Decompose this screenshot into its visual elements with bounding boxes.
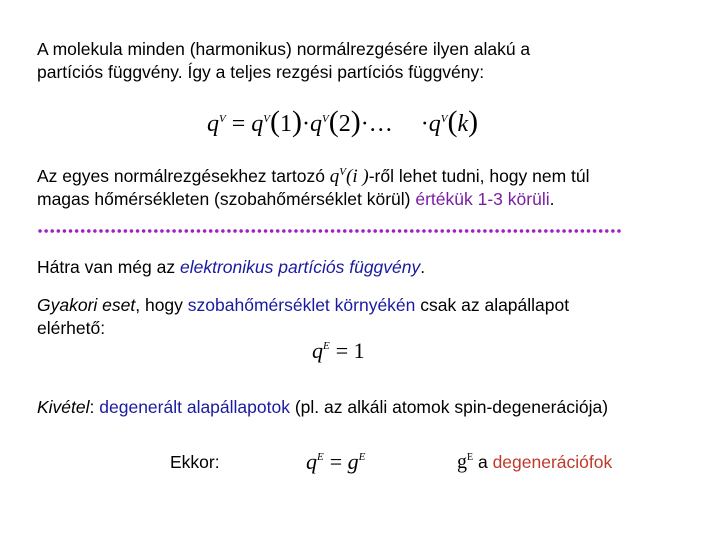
dotted-separator: [37, 228, 623, 234]
eq1-q: q: [207, 111, 219, 137]
eq1-dot: ·: [420, 111, 429, 137]
p2-V: V: [339, 166, 347, 178]
p3-pre: Hátra van még az: [37, 257, 180, 277]
eq1-V: V: [263, 113, 271, 125]
eq1-V: V: [440, 113, 448, 125]
common-case-line-1: [37, 294, 569, 317]
p5-degenerate: degenerált alapállapotok: [99, 397, 290, 417]
then-label: Ekkor:: [170, 452, 220, 472]
note-a: a: [473, 452, 493, 472]
eq3-gE: E: [358, 451, 366, 463]
degeneracy-note: [457, 451, 612, 477]
common-case-line-2: elérhető:: [37, 318, 106, 338]
eq3-g: g: [347, 449, 359, 474]
eq1-two: 2: [338, 111, 351, 137]
eq1-dot: ·: [360, 111, 369, 137]
p4-common-case: Gyakori eset: [37, 295, 136, 315]
normal-modes-line-2: [37, 188, 554, 211]
p2-pre: Az egyes normálrezgésekhez tartozó: [37, 166, 330, 186]
vibrational-partition-equation: $q^V$ = $q^V(1)\cdot q^V(2)\cdot\dots \cdot q^V(k)$: [207, 105, 479, 138]
p5-post: (pl. az alkáli atomok spin-degenerációja): [289, 397, 609, 417]
p2-end: .: [549, 189, 555, 209]
eq1-equals: =: [225, 111, 252, 137]
eq3-equals: =: [329, 449, 348, 474]
p2-values-range: értékük 1-3 körüli: [415, 189, 550, 209]
eq1-q: q: [251, 111, 264, 137]
eq1-V: V: [322, 113, 329, 125]
eq2-q: q: [312, 338, 323, 363]
p4-post: csak az alapállapot: [415, 295, 570, 315]
note-g-sup: E: [467, 452, 474, 463]
electronic-partition-line: [37, 256, 425, 279]
p2-post: -ről lehet tudni, hogy nem túl: [368, 166, 590, 186]
eq1-V: V: [219, 113, 226, 125]
eq3-q: q: [306, 449, 317, 474]
p4-mid: , hogy: [135, 295, 188, 315]
note-g: g: [457, 451, 467, 473]
eq1-q: q: [310, 111, 323, 137]
eq1-k: k: [457, 111, 469, 137]
intro-line-1: A molekula minden (harmonikus) normálrezgésére ilyen alakú a: [37, 39, 531, 59]
p2-line2-pre: magas hőmérsékleten (szobahőmérséklet körül): [37, 189, 416, 209]
eq1-one: 1: [280, 111, 293, 137]
eq1-dot: ·: [302, 111, 311, 137]
p5-colon: :: [89, 397, 100, 417]
eq3-E: E: [317, 451, 324, 463]
electronic-equation-degenerate: [306, 449, 365, 475]
p4-room-temp: szobahőmérséklet környékén: [187, 295, 416, 315]
eq2-E: E: [323, 340, 330, 352]
p2-q: q: [329, 166, 340, 187]
intro-line-2: partíciós függvény. Így a teljes rezgési partíciós függvény:: [37, 62, 485, 82]
p3-end: .: [420, 257, 426, 277]
electronic-equation-ground: [312, 338, 365, 364]
eq2-rhs: = 1: [335, 338, 365, 363]
note-degeneracy: degenerációfok: [492, 452, 613, 472]
p2-i: (i ): [346, 166, 369, 187]
p3-electronic-partition: elektronikus partíciós függvény: [179, 257, 421, 277]
eq1-q: q: [428, 111, 441, 137]
exception-line: [37, 396, 608, 419]
p5-exception: Kivétel: [37, 397, 90, 417]
eq1-ellipsis: …: [368, 111, 393, 137]
